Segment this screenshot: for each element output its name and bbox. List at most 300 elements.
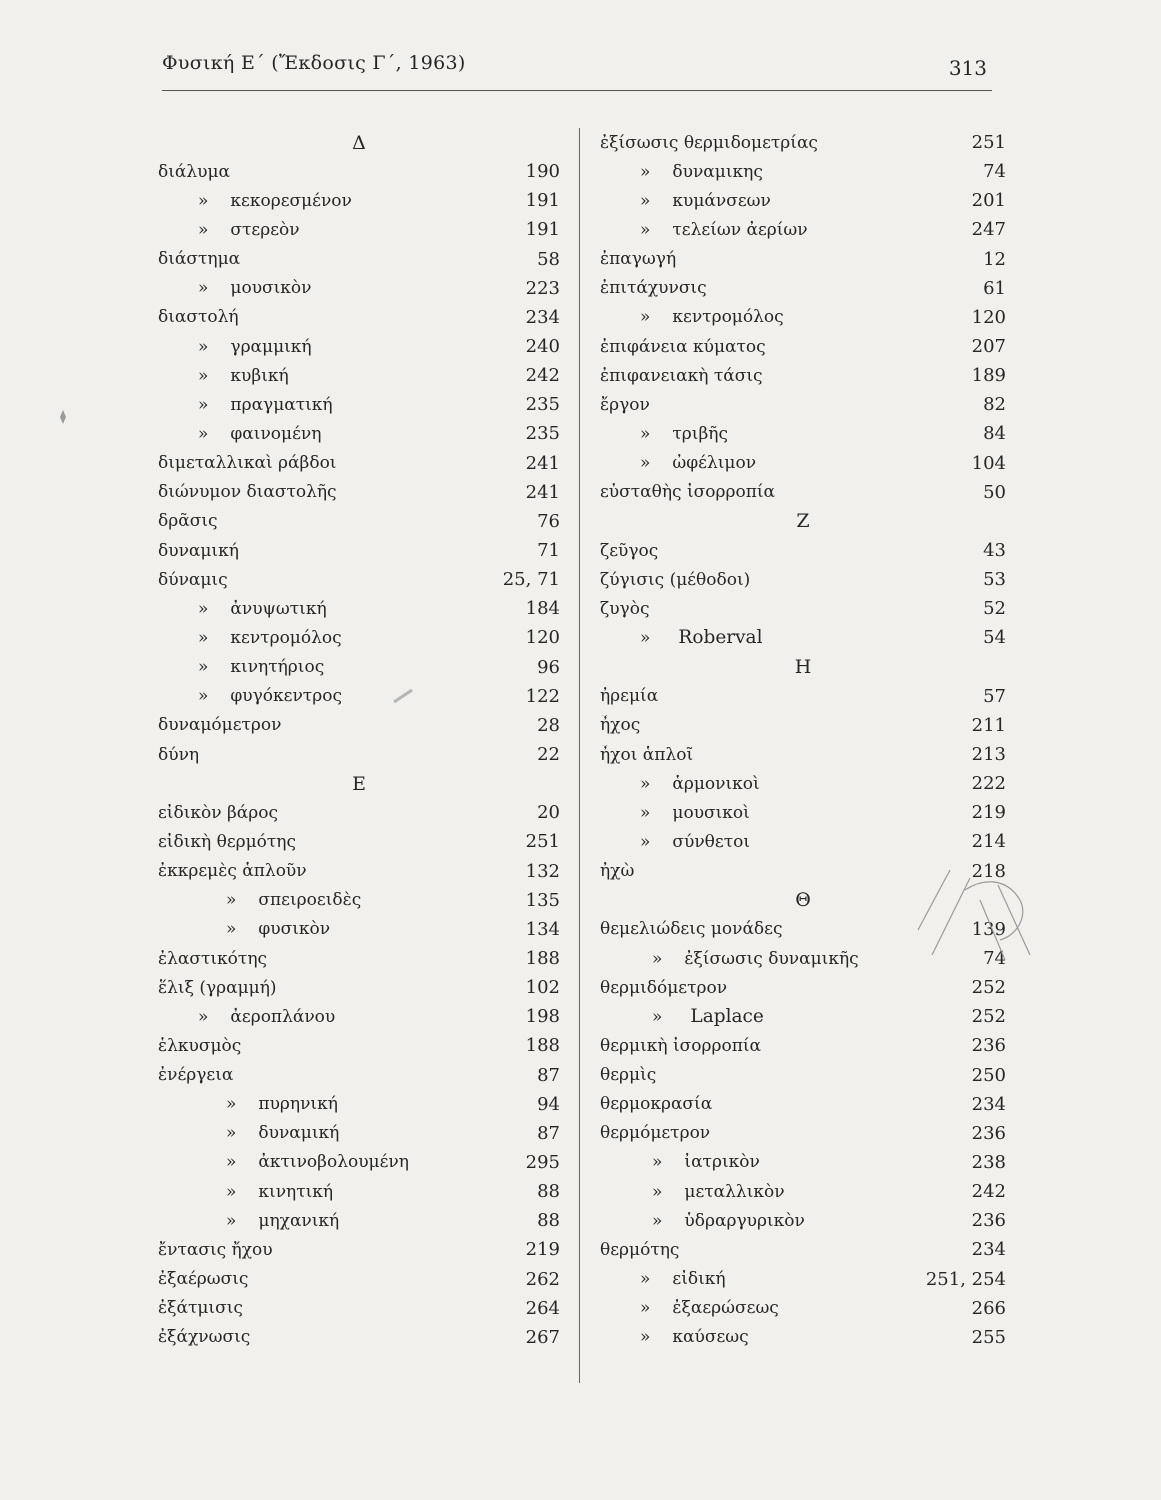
ditto-mark: » (652, 1210, 663, 1231)
entry-page-numbers: 236 (971, 1035, 1006, 1057)
entry-term (158, 541, 529, 561)
entry-text: ὑδραργυρικὸν (684, 1210, 805, 1231)
entry-text: φυγόκεντρος (230, 686, 342, 707)
entry-page-numbers: 139 (971, 918, 1006, 940)
entry-term (158, 278, 518, 298)
entry-page-numbers: 74 (983, 161, 1006, 183)
entry-page-numbers: 25, 71 (502, 569, 560, 591)
index-subentry (600, 303, 1006, 332)
entry-text: σπειροειδὲς (258, 890, 362, 911)
entry-term (158, 1240, 518, 1260)
section-heading (600, 653, 1006, 682)
entry-page-numbers: 43 (983, 540, 1006, 562)
paper-smudge (392, 688, 414, 704)
entry-term (158, 1211, 529, 1231)
index-entry (158, 1235, 560, 1264)
index-subentry (600, 1148, 1006, 1177)
index-subentry (600, 1206, 1006, 1235)
entry-page-numbers: 201 (971, 190, 1006, 212)
entry-page-numbers: 234 (971, 1239, 1006, 1261)
entry-page-numbers: 134 (525, 918, 560, 940)
entry-page-numbers: 241 (525, 481, 560, 503)
entry-page-numbers: 251 (525, 831, 560, 853)
entry-page-numbers: 234 (971, 1093, 1006, 1115)
entry-page-numbers: 189 (971, 365, 1006, 387)
ditto-mark: » (640, 1269, 651, 1290)
entry-term (158, 220, 518, 240)
entry-term (600, 424, 975, 444)
entry-term (158, 949, 518, 969)
index-entry (158, 478, 560, 507)
entry-page-numbers: 20 (537, 802, 560, 824)
index-subentry (158, 1119, 560, 1148)
entry-text: ὠφέλιμον (672, 453, 757, 474)
entry-page-numbers: 12 (983, 248, 1006, 270)
section-letter: Θ (795, 889, 811, 912)
entry-page-numbers: 234 (525, 306, 560, 328)
index-subentry (158, 915, 560, 944)
entry-page-numbers: 22 (537, 744, 560, 766)
entry-page-numbers: 96 (537, 656, 560, 678)
index-subentry (600, 1177, 1006, 1206)
running-header-title: Φυσική Ε΄ (Ἔκδοσις Γ΄, 1963) (162, 52, 466, 74)
index-entry (158, 740, 560, 769)
entry-text: δύνη (158, 744, 200, 765)
index-entry (158, 245, 560, 274)
entry-text: πυρηνική (258, 1094, 338, 1115)
entry-text: εἰδικὸν βάρος (158, 802, 279, 823)
entry-page-numbers: 241 (525, 452, 560, 474)
ditto-mark: » (652, 1152, 663, 1173)
index-subentry (600, 157, 1006, 186)
index-entry (600, 740, 1006, 769)
index-entry (158, 798, 560, 827)
entry-text: ἠχὼ (600, 861, 635, 882)
index-subentry (158, 332, 560, 361)
entry-term (600, 1036, 964, 1056)
entry-term (600, 366, 964, 386)
index-entry (600, 536, 1006, 565)
entry-page-numbers: 135 (525, 889, 560, 911)
ditto-mark: » (640, 628, 651, 649)
index-entry (158, 1294, 560, 1323)
section-letter: Ζ (796, 510, 810, 533)
entry-term (158, 1065, 529, 1085)
entry-text: ζυγὸς (600, 598, 650, 619)
ditto-mark: » (652, 1007, 663, 1028)
ditto-mark: » (198, 1006, 209, 1027)
entry-page-numbers: 76 (537, 510, 560, 532)
entry-page-numbers: 190 (525, 161, 560, 183)
entry-term (158, 861, 518, 881)
entry-term (158, 249, 529, 269)
entry-text: τελείων ἀερίων (672, 219, 808, 240)
ditto-mark: » (198, 598, 209, 619)
entry-term (600, 686, 975, 706)
index-subentry (158, 1206, 560, 1235)
ditto-mark: » (198, 336, 209, 357)
ditto-mark: » (226, 1210, 237, 1231)
entry-term (600, 307, 964, 327)
index-entry (158, 857, 560, 886)
ditto-mark: » (640, 453, 651, 474)
entry-text: ἰατρικὸν (684, 1152, 760, 1173)
entry-text: φυσικὸν (258, 919, 331, 940)
index-entry (600, 478, 1006, 507)
entry-text: διμεταλλικαὶ ράβδοι (158, 453, 337, 474)
entry-text: δρᾶσις (158, 511, 218, 532)
entry-text: δυναμική (258, 1123, 340, 1144)
entry-page-numbers: 295 (525, 1151, 560, 1173)
entry-text: τριβῆς (672, 423, 729, 444)
entry-term (600, 1240, 964, 1260)
entry-page-numbers: 52 (983, 598, 1006, 620)
index-entry (158, 1323, 560, 1352)
entry-text: δύναμις (158, 569, 228, 590)
entry-page-numbers: 58 (537, 248, 560, 270)
entry-term (158, 162, 518, 182)
ditto-mark: » (198, 190, 209, 211)
entry-text: ἐπιτάχυνσις (600, 278, 707, 299)
entry-term (158, 1298, 518, 1318)
entry-term (158, 745, 529, 765)
index-entry (158, 944, 560, 973)
entry-term (158, 1007, 518, 1027)
entry-page-numbers: 218 (971, 860, 1006, 882)
entry-text: ἐξαέρωσις (158, 1269, 249, 1290)
entry-page-numbers: 191 (525, 219, 560, 241)
ditto-mark: » (640, 802, 651, 823)
column-divider (579, 128, 580, 1383)
entry-page-numbers: 247 (971, 219, 1006, 241)
section-heading (158, 769, 560, 798)
entry-page-numbers: 236 (971, 1122, 1006, 1144)
ditto-mark: » (226, 1123, 237, 1144)
entry-term (600, 337, 964, 357)
entry-page-numbers: 219 (525, 1239, 560, 1261)
entry-text: κυμάνσεων (672, 190, 771, 211)
entry-page-numbers: 251, 254 (925, 1268, 1006, 1290)
index-entry (600, 332, 1006, 361)
entry-text: εἰδικὴ θερμότης (158, 831, 297, 852)
entry-term (158, 395, 518, 415)
entry-page-numbers: 87 (537, 1064, 560, 1086)
ditto-mark: » (640, 423, 651, 444)
entry-page-numbers: 198 (525, 1006, 560, 1028)
entry-text: δυναμόμετρον (158, 715, 282, 736)
index-entry (600, 1090, 1006, 1119)
entry-term (600, 570, 975, 590)
index-entry (158, 827, 560, 856)
entry-text: γραμμική (230, 336, 312, 357)
entry-text: θερμὶς (600, 1065, 657, 1086)
entry-text: ἀεροπλάνου (230, 1006, 336, 1027)
index-subentry (158, 274, 560, 303)
entry-text: πραγματική (230, 394, 333, 415)
section-letter: Δ (352, 131, 366, 154)
entry-page-numbers: 255 (971, 1326, 1006, 1348)
entry-term (600, 1182, 964, 1202)
entry-term (600, 599, 975, 619)
index-subentry (158, 682, 560, 711)
entry-text: ἐπιφάνεια κύματος (600, 336, 766, 357)
entry-term (600, 482, 975, 502)
ditto-mark: » (640, 773, 651, 794)
entry-page-numbers: 57 (983, 685, 1006, 707)
entry-term (600, 1006, 964, 1027)
index-subentry (158, 1148, 560, 1177)
entry-page-numbers: 88 (537, 1181, 560, 1203)
entry-text: θερμόμετρον (600, 1123, 711, 1144)
entry-term (158, 511, 529, 531)
entry-page-numbers: 242 (971, 1181, 1006, 1203)
entry-page-numbers: 132 (525, 860, 560, 882)
ditto-mark: » (640, 161, 651, 182)
ditto-mark: » (198, 686, 209, 707)
ditto-mark: » (226, 890, 237, 911)
entry-text: κινητική (258, 1181, 334, 1202)
section-letter: Η (794, 656, 812, 679)
entry-term (600, 1269, 918, 1289)
index-entry (600, 565, 1006, 594)
entry-page-numbers: 104 (971, 452, 1006, 474)
entry-term (158, 890, 518, 910)
entry-term (158, 599, 518, 619)
entry-text: ἀνυψωτική (230, 598, 327, 619)
index-subentry (600, 186, 1006, 215)
entry-text: διώνυμον διαστολῆς (158, 482, 337, 503)
entry-text: μεταλλικὸν (684, 1181, 785, 1202)
entry-term (600, 832, 964, 852)
entry-page-numbers: 242 (525, 365, 560, 387)
entry-page-numbers: 50 (983, 481, 1006, 503)
entry-text: ἐλαστικότης (158, 948, 268, 969)
index-subentry (600, 449, 1006, 478)
entry-term (158, 307, 518, 327)
ditto-mark: » (652, 1181, 663, 1202)
index-subentry (600, 215, 1006, 244)
index-subentry (600, 827, 1006, 856)
entry-text: ζύγισις (μέθοδοι) (600, 569, 751, 590)
entry-page-numbers: 94 (537, 1093, 560, 1115)
index-entry (158, 1031, 560, 1060)
entry-text: κεντρομόλος (230, 627, 342, 648)
entry-term (158, 978, 518, 998)
entry-page-numbers: 54 (983, 627, 1006, 649)
index-entry (158, 303, 560, 332)
entry-term (158, 570, 495, 590)
index-column-right (600, 128, 1006, 1352)
entry-text: θερμικὴ ἰσορροπία (600, 1035, 762, 1056)
entry-text: ἕλιξ (γραμμή) (158, 977, 277, 998)
entry-term (600, 278, 975, 298)
entry-text: εἰδική (672, 1269, 726, 1290)
entry-text: θερμοκρασία (600, 1094, 713, 1115)
index-subentry (600, 1002, 1006, 1031)
index-subentry (158, 886, 560, 915)
index-subentry (158, 594, 560, 623)
ditto-mark: » (226, 1181, 237, 1202)
entry-term (158, 1269, 518, 1289)
entry-term (158, 424, 518, 444)
index-subentry (600, 798, 1006, 827)
entry-page-numbers: 188 (525, 1035, 560, 1057)
entry-text: διάστημα (158, 249, 241, 270)
ditto-mark: » (640, 1298, 651, 1319)
index-entry (600, 973, 1006, 1002)
entry-text: ἐπιφανειακὴ τάσις (600, 365, 763, 386)
index-entry (158, 157, 560, 186)
index-entry (600, 1031, 1006, 1060)
entry-text: θεμελιώδεις μονάδες (600, 919, 783, 940)
ditto-mark: » (226, 919, 237, 940)
entry-text: σύνθετοι (672, 831, 751, 852)
entry-term (600, 395, 975, 415)
section-letter: Ε (352, 772, 366, 795)
index-subentry (158, 186, 560, 215)
entry-text: θερμιδόμετρον (600, 977, 728, 998)
index-subentry (600, 1323, 1006, 1352)
entry-text: κυβική (230, 365, 289, 386)
entry-text: ἦχος (600, 715, 641, 736)
pencil-scribble-mark (910, 860, 1035, 970)
entry-text: ἐξίσωσις δυναμικῆς (684, 948, 859, 969)
entry-term (600, 541, 975, 561)
entry-text: ἐξίσωσις θερμιδομετρίας (600, 132, 818, 153)
entry-term (158, 366, 518, 386)
entry-text: κεντρομόλος (672, 307, 784, 328)
entry-text: ἔργον (600, 394, 650, 415)
entry-page-numbers: 211 (971, 714, 1006, 736)
entry-term (158, 803, 529, 823)
index-entry (600, 594, 1006, 623)
index-entry (600, 711, 1006, 740)
index-entry (600, 1235, 1006, 1264)
entry-term (600, 1065, 964, 1085)
index-subentry (158, 419, 560, 448)
entry-text: διαστολή (158, 307, 239, 328)
entry-text: ἁρμονικοὶ (672, 773, 760, 794)
entry-page-numbers: 235 (525, 423, 560, 445)
entry-page-numbers: 238 (971, 1151, 1006, 1173)
entry-text: δυναμικης (672, 161, 763, 182)
entry-term (158, 657, 529, 677)
entry-text: ζεῦγος (600, 540, 659, 561)
index-entry (158, 1264, 560, 1293)
entry-page-numbers: 235 (525, 394, 560, 416)
entry-term (158, 919, 518, 939)
ditto-mark: » (198, 365, 209, 386)
index-subentry (158, 1002, 560, 1031)
entry-term (158, 1036, 518, 1056)
index-subentry (600, 1264, 1006, 1293)
index-entry (158, 507, 560, 536)
index-subentry (158, 653, 560, 682)
entry-page-numbers: 250 (971, 1064, 1006, 1086)
entry-term (158, 628, 518, 648)
entry-text: δυναμική (158, 540, 239, 561)
entry-term (600, 627, 975, 648)
entry-page-numbers: 84 (983, 423, 1006, 445)
entry-term (158, 1152, 518, 1172)
section-heading (600, 507, 1006, 536)
entry-page-numbers: 184 (525, 598, 560, 620)
entry-term (158, 1182, 529, 1202)
entry-term (600, 1327, 964, 1347)
ditto-mark: » (198, 219, 209, 240)
entry-text: Roberval (678, 627, 763, 649)
index-subentry (600, 419, 1006, 448)
entry-page-numbers: 252 (971, 977, 1006, 999)
entry-page-numbers: 188 (525, 948, 560, 969)
entry-term (600, 1094, 964, 1114)
entry-page-numbers: 207 (971, 336, 1006, 358)
entry-term (600, 745, 964, 765)
entry-text: ἠρεμία (600, 686, 659, 707)
entry-page-numbers: 88 (537, 1210, 560, 1232)
entry-term (158, 337, 518, 357)
entry-page-numbers: 251 (971, 132, 1006, 154)
index-entry (600, 390, 1006, 419)
entry-page-numbers: 102 (525, 977, 560, 999)
section-heading (158, 128, 560, 157)
entry-page-numbers: 262 (525, 1268, 560, 1290)
entry-page-numbers: 120 (525, 627, 560, 649)
entry-term (600, 978, 964, 998)
entry-page-numbers: 71 (537, 540, 560, 562)
index-entry (158, 1061, 560, 1090)
entry-text: κινητήριος (230, 657, 325, 678)
ditto-mark: » (640, 307, 651, 328)
entry-term (158, 832, 518, 852)
entry-term (600, 1211, 964, 1231)
entry-page-numbers: 61 (983, 277, 1006, 299)
header-rule (162, 90, 992, 91)
ditto-mark: » (198, 657, 209, 678)
entry-page-numbers: 266 (971, 1297, 1006, 1319)
entry-text: ἐξάτμισις (158, 1298, 243, 1319)
index-column-left (158, 128, 560, 1352)
index-entry (600, 682, 1006, 711)
entry-text: στερεὸν (230, 219, 300, 240)
index-entry (158, 973, 560, 1002)
entry-page-numbers: 219 (971, 802, 1006, 824)
entry-term (158, 482, 518, 502)
entry-term (600, 774, 964, 794)
ditto-mark: » (640, 190, 651, 211)
ditto-mark: » (640, 831, 651, 852)
ditto-mark: » (198, 627, 209, 648)
entry-page-numbers: 252 (971, 1006, 1006, 1028)
entry-page-numbers: 222 (971, 773, 1006, 795)
entry-term (158, 1327, 518, 1347)
entry-term (158, 191, 518, 211)
entry-text: Laplace (690, 1006, 764, 1028)
entry-term (600, 162, 975, 182)
index-entry (600, 361, 1006, 390)
index-entry (600, 1119, 1006, 1148)
ditto-mark: » (226, 1152, 237, 1173)
entry-page-numbers: 240 (525, 336, 560, 358)
index-entry (600, 1061, 1006, 1090)
index-entry (158, 711, 560, 740)
entry-page-numbers: 223 (525, 277, 560, 299)
entry-text: ἀκτινοβολουμένη (258, 1152, 409, 1173)
entry-text: κεκορεσμένον (230, 190, 352, 211)
entry-page-numbers: 214 (971, 831, 1006, 853)
entry-term (600, 133, 964, 153)
index-entry (600, 274, 1006, 303)
